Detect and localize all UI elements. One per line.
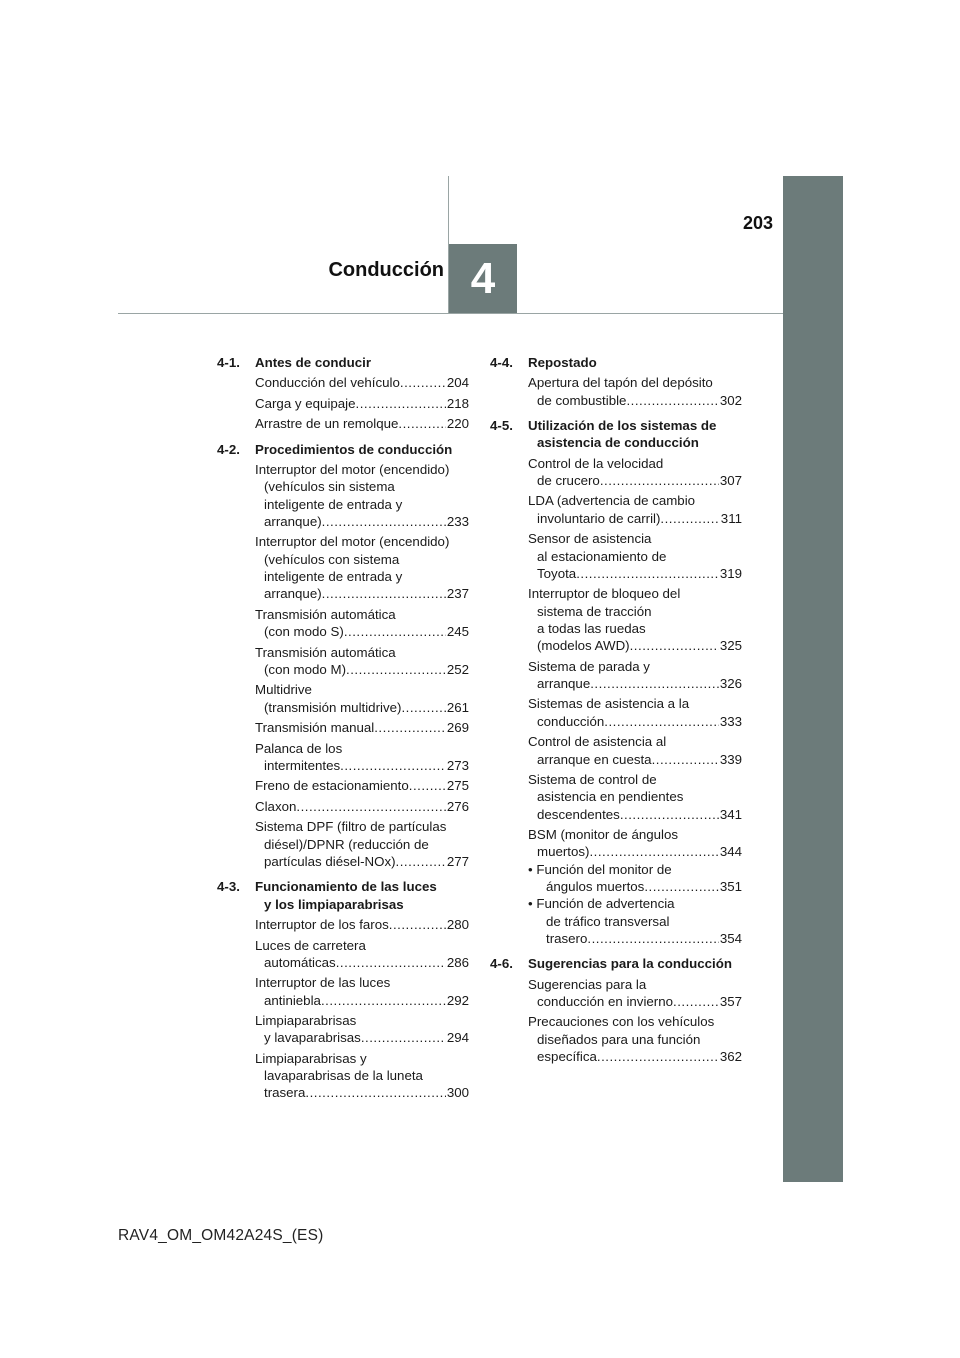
toc-page-number: 294: [446, 1030, 469, 1046]
toc-entry[interactable]: [528, 695, 742, 730]
toc-entry-text: descendentes: [537, 806, 620, 822]
toc-left-column: [217, 354, 469, 1105]
toc-entry[interactable]: [528, 1013, 742, 1065]
toc-entry-text: Transmisión manual: [255, 720, 375, 736]
toc-entry-text: (transmisión multidrive): [264, 699, 402, 715]
toc-entry-line: [255, 954, 469, 971]
toc-entry-text: (con modo S): [264, 624, 344, 640]
document-code-footer: RAV4_OM_OM42A24S_(ES): [118, 1227, 324, 1244]
toc-section: [217, 441, 469, 871]
toc-section-title-line: Funcionamiento de las luces: [255, 879, 437, 895]
chapter-side-tab: [783, 176, 843, 1182]
toc-entry[interactable]: [255, 818, 469, 870]
toc-entry[interactable]: [255, 974, 469, 1009]
toc-page-number: 220: [446, 416, 469, 432]
toc-entry-text: conducción: [537, 713, 605, 729]
chapter-number: 4: [470, 253, 496, 303]
toc-entry-line: [528, 1048, 742, 1065]
toc-entry[interactable]: [528, 658, 742, 693]
header-horizontal-rule: [118, 313, 783, 314]
toc-section-title: [528, 955, 742, 972]
toc-section-heading: [217, 354, 469, 371]
toc-entry[interactable]: [255, 916, 469, 933]
toc-entry-line: [255, 719, 469, 736]
toc-page-number: 237: [446, 586, 469, 602]
toc-entry-line: [255, 853, 469, 870]
toc-entry-line: [255, 415, 469, 432]
toc-entry-line: [255, 374, 469, 391]
toc-leader-dots: [296, 798, 445, 815]
toc-entry-text: de combustible: [537, 392, 627, 408]
toc-leader-dots: [400, 374, 446, 391]
toc-entry-text: trasero: [546, 930, 588, 946]
toc-entry-line: asistencia en pendientes: [537, 789, 684, 805]
toc-entry-line: [255, 395, 469, 412]
toc-leader-dots: [321, 992, 446, 1009]
toc-entry-line: Interruptor del motor (encendido): [255, 534, 450, 550]
toc-entry-line: sistema de tracción: [537, 603, 652, 619]
toc-section-heading: [490, 417, 742, 452]
toc-entry-line: [255, 916, 469, 933]
toc-entry-line: al estacionamiento de: [537, 548, 667, 564]
toc-entry[interactable]: [528, 585, 742, 654]
toc-section-title-line: y los limpiaparabrisas: [264, 896, 404, 912]
toc-leader-dots: [600, 472, 719, 489]
toc-leader-dots: [361, 1029, 446, 1046]
toc-section-title: [528, 354, 742, 371]
toc-section-title: [255, 354, 469, 371]
toc-leader-dots: [576, 565, 719, 582]
toc-page-number: 311: [720, 510, 742, 526]
toc-page-number: 354: [719, 930, 742, 946]
toc-entry-line: [528, 993, 742, 1010]
toc-leader-dots: [644, 878, 719, 895]
toc-entry-line: Sensor de asistencia: [528, 531, 652, 547]
toc-section-number: 4-5.: [490, 418, 513, 434]
toc-entry-line: [528, 930, 742, 947]
toc-entry-line: Palanca de los: [255, 740, 343, 756]
toc-section-title-line: Repostado: [528, 355, 597, 370]
toc-leader-dots: [597, 1048, 719, 1065]
toc-page-number: 275: [446, 778, 469, 794]
toc-page-number: 341: [719, 806, 742, 822]
toc-entry-line: Sugerencias para la: [528, 976, 647, 992]
toc-entry[interactable]: [255, 719, 469, 736]
toc-leader-dots: [630, 637, 719, 654]
toc-section: [490, 354, 742, 409]
toc-entry[interactable]: [255, 461, 469, 530]
toc-page-number: 245: [446, 624, 469, 640]
toc-leader-dots: [344, 623, 446, 640]
toc-entry-text: arranque): [264, 513, 322, 529]
page-number: 203: [742, 213, 773, 233]
toc-page-number: 273: [446, 757, 469, 773]
toc-leader-dots: [396, 853, 446, 870]
chapter-number-box: [449, 244, 517, 313]
toc-entry-text: antiniebla: [264, 992, 321, 1008]
toc-leader-dots: [626, 392, 718, 409]
toc-entry-line: Interruptor del motor (encendido): [255, 462, 450, 478]
toc-entry-line: inteligente de entrada y: [264, 569, 403, 585]
toc-leader-dots: [356, 395, 446, 412]
toc-leader-dots: [398, 415, 445, 432]
toc-entry-text: Interruptor de los faros: [255, 917, 389, 933]
toc-entry[interactable]: [255, 1050, 469, 1102]
toc-entry-line: Sistemas de asistencia a la: [528, 696, 690, 712]
toc-page-number: 286: [446, 954, 469, 970]
toc-entry-line: [528, 392, 742, 409]
toc-entry-line: diseñados para una función: [537, 1031, 701, 1047]
toc-page-number: 269: [446, 720, 469, 736]
toc-entry-text: Toyota: [537, 565, 577, 581]
toc-entry-text: y lavaparabrisas: [264, 1030, 361, 1046]
toc-right-column: [490, 354, 742, 1069]
toc-entry-line: [528, 806, 742, 823]
toc-page-number: 333: [719, 713, 742, 729]
toc-entry-line: [255, 585, 469, 602]
toc-entry-line: • Función de advertencia: [528, 896, 675, 912]
toc-leader-dots: [401, 699, 445, 716]
toc-leader-dots: [590, 675, 719, 692]
toc-entry-line: a todas las ruedas: [537, 620, 646, 636]
toc-entry-line: [528, 637, 742, 654]
toc-entry-line: Precauciones con los vehículos: [528, 1014, 715, 1030]
toc-page-number: 204: [446, 375, 469, 391]
toc-leader-dots: [604, 713, 719, 730]
toc-leader-dots: [587, 930, 718, 947]
toc-page-number: 357: [719, 993, 742, 1009]
toc-entry[interactable]: [528, 530, 742, 582]
toc-leader-dots: [389, 916, 446, 933]
toc-section-title-line: asistencia de conducción: [537, 435, 699, 451]
toc-entry-line: Limpiaparabrisas y: [255, 1050, 367, 1066]
toc-section-number: 4-4.: [490, 355, 513, 370]
toc-entry-line: Luces de carretera: [255, 937, 366, 953]
toc-entry-line: [528, 713, 742, 730]
toc-leader-dots: [340, 757, 446, 774]
toc-entry-line: Apertura del tapón del depósito: [528, 375, 713, 391]
toc-section-number: 4-6.: [490, 956, 513, 972]
chapter-title: Conducción: [328, 259, 444, 281]
toc-leader-dots: [346, 661, 446, 678]
toc-entry-line: [255, 992, 469, 1009]
toc-entry[interactable]: [255, 740, 469, 775]
toc-entry-line: BSM (monitor de ángulos: [528, 827, 679, 843]
toc-entry-line: Control de asistencia al: [528, 734, 667, 750]
toc-section-title: [255, 441, 469, 458]
toc-entry[interactable]: [255, 937, 469, 972]
toc-entry-line: (vehículos sin sistema: [264, 479, 395, 495]
toc-entry-text: Conducción del vehículo: [255, 375, 400, 391]
toc-page-number: 277: [446, 853, 469, 869]
toc-entry-line: [255, 661, 469, 678]
toc-entry-text: de crucero: [537, 472, 600, 488]
toc-entry-text: arranque): [264, 586, 322, 602]
toc-entry-line: [528, 751, 742, 768]
toc-entry[interactable]: [528, 492, 742, 527]
toc-page-number: 280: [446, 917, 469, 933]
toc-entry-line: Sistema de control de: [528, 772, 657, 788]
toc-entry[interactable]: [255, 644, 469, 679]
toc-entry-text: involuntario de carril): [537, 510, 661, 526]
toc-page-number: 307: [719, 472, 742, 488]
toc-entry-line: Sistema de parada y: [528, 658, 650, 674]
toc-entry-line: [528, 878, 742, 895]
toc-entry[interactable]: [528, 861, 742, 896]
toc-section-heading: [490, 955, 742, 972]
toc-entry-line: [528, 843, 742, 860]
toc-section-title-line: Sugerencias para la conducción: [528, 956, 732, 972]
toc-entry-line: LDA (advertencia de cambio: [528, 493, 696, 509]
toc-leader-dots: [374, 719, 446, 736]
toc-leader-dots: [322, 513, 446, 530]
toc-entry-line: [528, 565, 742, 582]
toc-leader-dots: [652, 751, 719, 768]
toc-section-title-line: Procedimientos de conducción: [255, 441, 453, 457]
toc-entry[interactable]: [255, 1012, 469, 1047]
toc-page-number: 362: [719, 1049, 742, 1065]
toc-entry-text: ángulos muertos: [546, 879, 645, 894]
toc-entry-text: conducción en invierno: [537, 993, 674, 1009]
toc-entry-text: muertos): [537, 844, 590, 860]
toc-section-heading: [217, 441, 469, 458]
toc-section-number: 4-2.: [217, 441, 240, 457]
toc-section: [217, 354, 469, 433]
toc-page-number: 339: [719, 751, 742, 767]
toc-page-number: 319: [719, 565, 742, 581]
toc-entry-line: [255, 699, 469, 716]
toc-entry-line: Control de la velocidad: [528, 455, 664, 471]
toc-entry-text: intermitentes: [264, 757, 341, 773]
toc-entry-line: Sistema DPF (filtro de partículas: [255, 819, 447, 835]
toc-page-number: 344: [719, 844, 742, 860]
toc-entry-text: Arrastre de un remolque: [255, 416, 399, 432]
toc-entry[interactable]: [528, 895, 742, 947]
toc-entry[interactable]: [528, 826, 742, 861]
toc-entry[interactable]: [528, 455, 742, 490]
toc-entry-text: Claxon: [255, 798, 297, 814]
toc-entry-line: diésel)/DPNR (reducción de: [264, 836, 429, 852]
toc-page-number: 252: [446, 661, 469, 677]
toc-entry[interactable]: [528, 976, 742, 1011]
toc-page-number: 302: [719, 392, 742, 408]
toc-section-title: [255, 878, 469, 913]
toc-section: [217, 878, 469, 1101]
toc-leader-dots: [336, 954, 446, 971]
toc-entry-line: [528, 510, 742, 527]
toc-entry[interactable]: [528, 374, 742, 409]
toc-leader-dots: [620, 806, 719, 823]
toc-entry-line: de tráfico transversal: [546, 913, 670, 929]
toc-entry-text: (con modo M): [264, 661, 347, 677]
toc-page-number: 233: [446, 513, 469, 529]
toc-entry-line: Transmisión automática: [255, 606, 396, 622]
toc-entry[interactable]: [255, 533, 469, 602]
toc-entry-line: [528, 675, 742, 692]
toc-entry[interactable]: [255, 395, 469, 412]
toc-entry[interactable]: [255, 415, 469, 432]
toc-entry-text: (modelos AWD): [537, 638, 630, 654]
toc-entry[interactable]: [255, 606, 469, 641]
toc-entry-text: automáticas: [264, 954, 336, 970]
toc-section-heading: [490, 354, 742, 371]
toc-section-number: 4-3.: [217, 879, 240, 895]
toc-entry[interactable]: [528, 771, 742, 823]
toc-section: [490, 955, 742, 1065]
toc-page-number: 351: [719, 879, 742, 894]
toc-entry[interactable]: [528, 733, 742, 768]
toc-leader-dots: [660, 510, 719, 527]
toc-section-title-line: Antes de conducir: [255, 355, 371, 370]
toc-entry-line: [255, 798, 469, 815]
toc-page-number: 325: [719, 638, 742, 654]
toc-entry[interactable]: [255, 681, 469, 716]
toc-leader-dots: [305, 1084, 445, 1101]
toc-entry[interactable]: [255, 374, 469, 391]
toc-page-number: 276: [446, 798, 469, 814]
toc-leader-dots: [673, 993, 719, 1010]
toc-entry-line: [528, 472, 742, 489]
toc-entry-text: Freno de estacionamiento: [255, 778, 409, 794]
toc-section-title-line: Utilización de los sistemas de: [528, 418, 717, 434]
toc-page-number: 261: [446, 699, 469, 715]
toc-page-number: 300: [446, 1085, 469, 1101]
toc-entry-text: específica: [537, 1049, 597, 1065]
toc-entry-line: inteligente de entrada y: [264, 496, 403, 512]
toc-entry-line: (vehículos con sistema: [264, 551, 400, 567]
toc-entry-line: [255, 777, 469, 794]
toc-page-number: 292: [446, 992, 469, 1008]
toc-entry-line: [255, 513, 469, 530]
toc-entry-text: Carga y equipaje: [255, 395, 356, 411]
toc-entry[interactable]: [255, 777, 469, 794]
toc-entry-line: Limpiaparabrisas: [255, 1013, 357, 1029]
toc-entry-line: • Función del monitor de: [528, 861, 672, 877]
toc-entry-text: arranque: [537, 675, 591, 691]
toc-entry-line: [255, 1084, 469, 1101]
toc-entry-line: Multidrive: [255, 682, 312, 698]
toc-page-number: 218: [446, 395, 469, 411]
toc-section-heading: [217, 878, 469, 913]
toc-section-number: 4-1.: [217, 355, 240, 370]
toc-entry-text: trasera: [264, 1085, 306, 1101]
toc-leader-dots: [589, 843, 718, 860]
toc-entry-line: lavaparabrisas de la luneta: [264, 1068, 423, 1084]
toc-entry-line: [255, 623, 469, 640]
toc-entry-line: Transmisión automática: [255, 644, 396, 660]
toc-leader-dots: [322, 585, 446, 602]
toc-entry-line: [255, 757, 469, 774]
toc-entry-text: arranque en cuesta: [537, 751, 652, 767]
toc-entry-line: [255, 1029, 469, 1046]
toc-entry-line: Interruptor de bloqueo del: [528, 586, 681, 602]
toc-entry-text: partículas diésel-NOx): [264, 853, 396, 869]
toc-leader-dots: [409, 777, 446, 794]
toc-page-number: 326: [719, 675, 742, 691]
toc-entry-line: Interruptor de las luces: [255, 975, 391, 991]
toc-section: [490, 417, 742, 947]
toc-section-title: [528, 417, 742, 452]
toc-entry[interactable]: [255, 798, 469, 815]
